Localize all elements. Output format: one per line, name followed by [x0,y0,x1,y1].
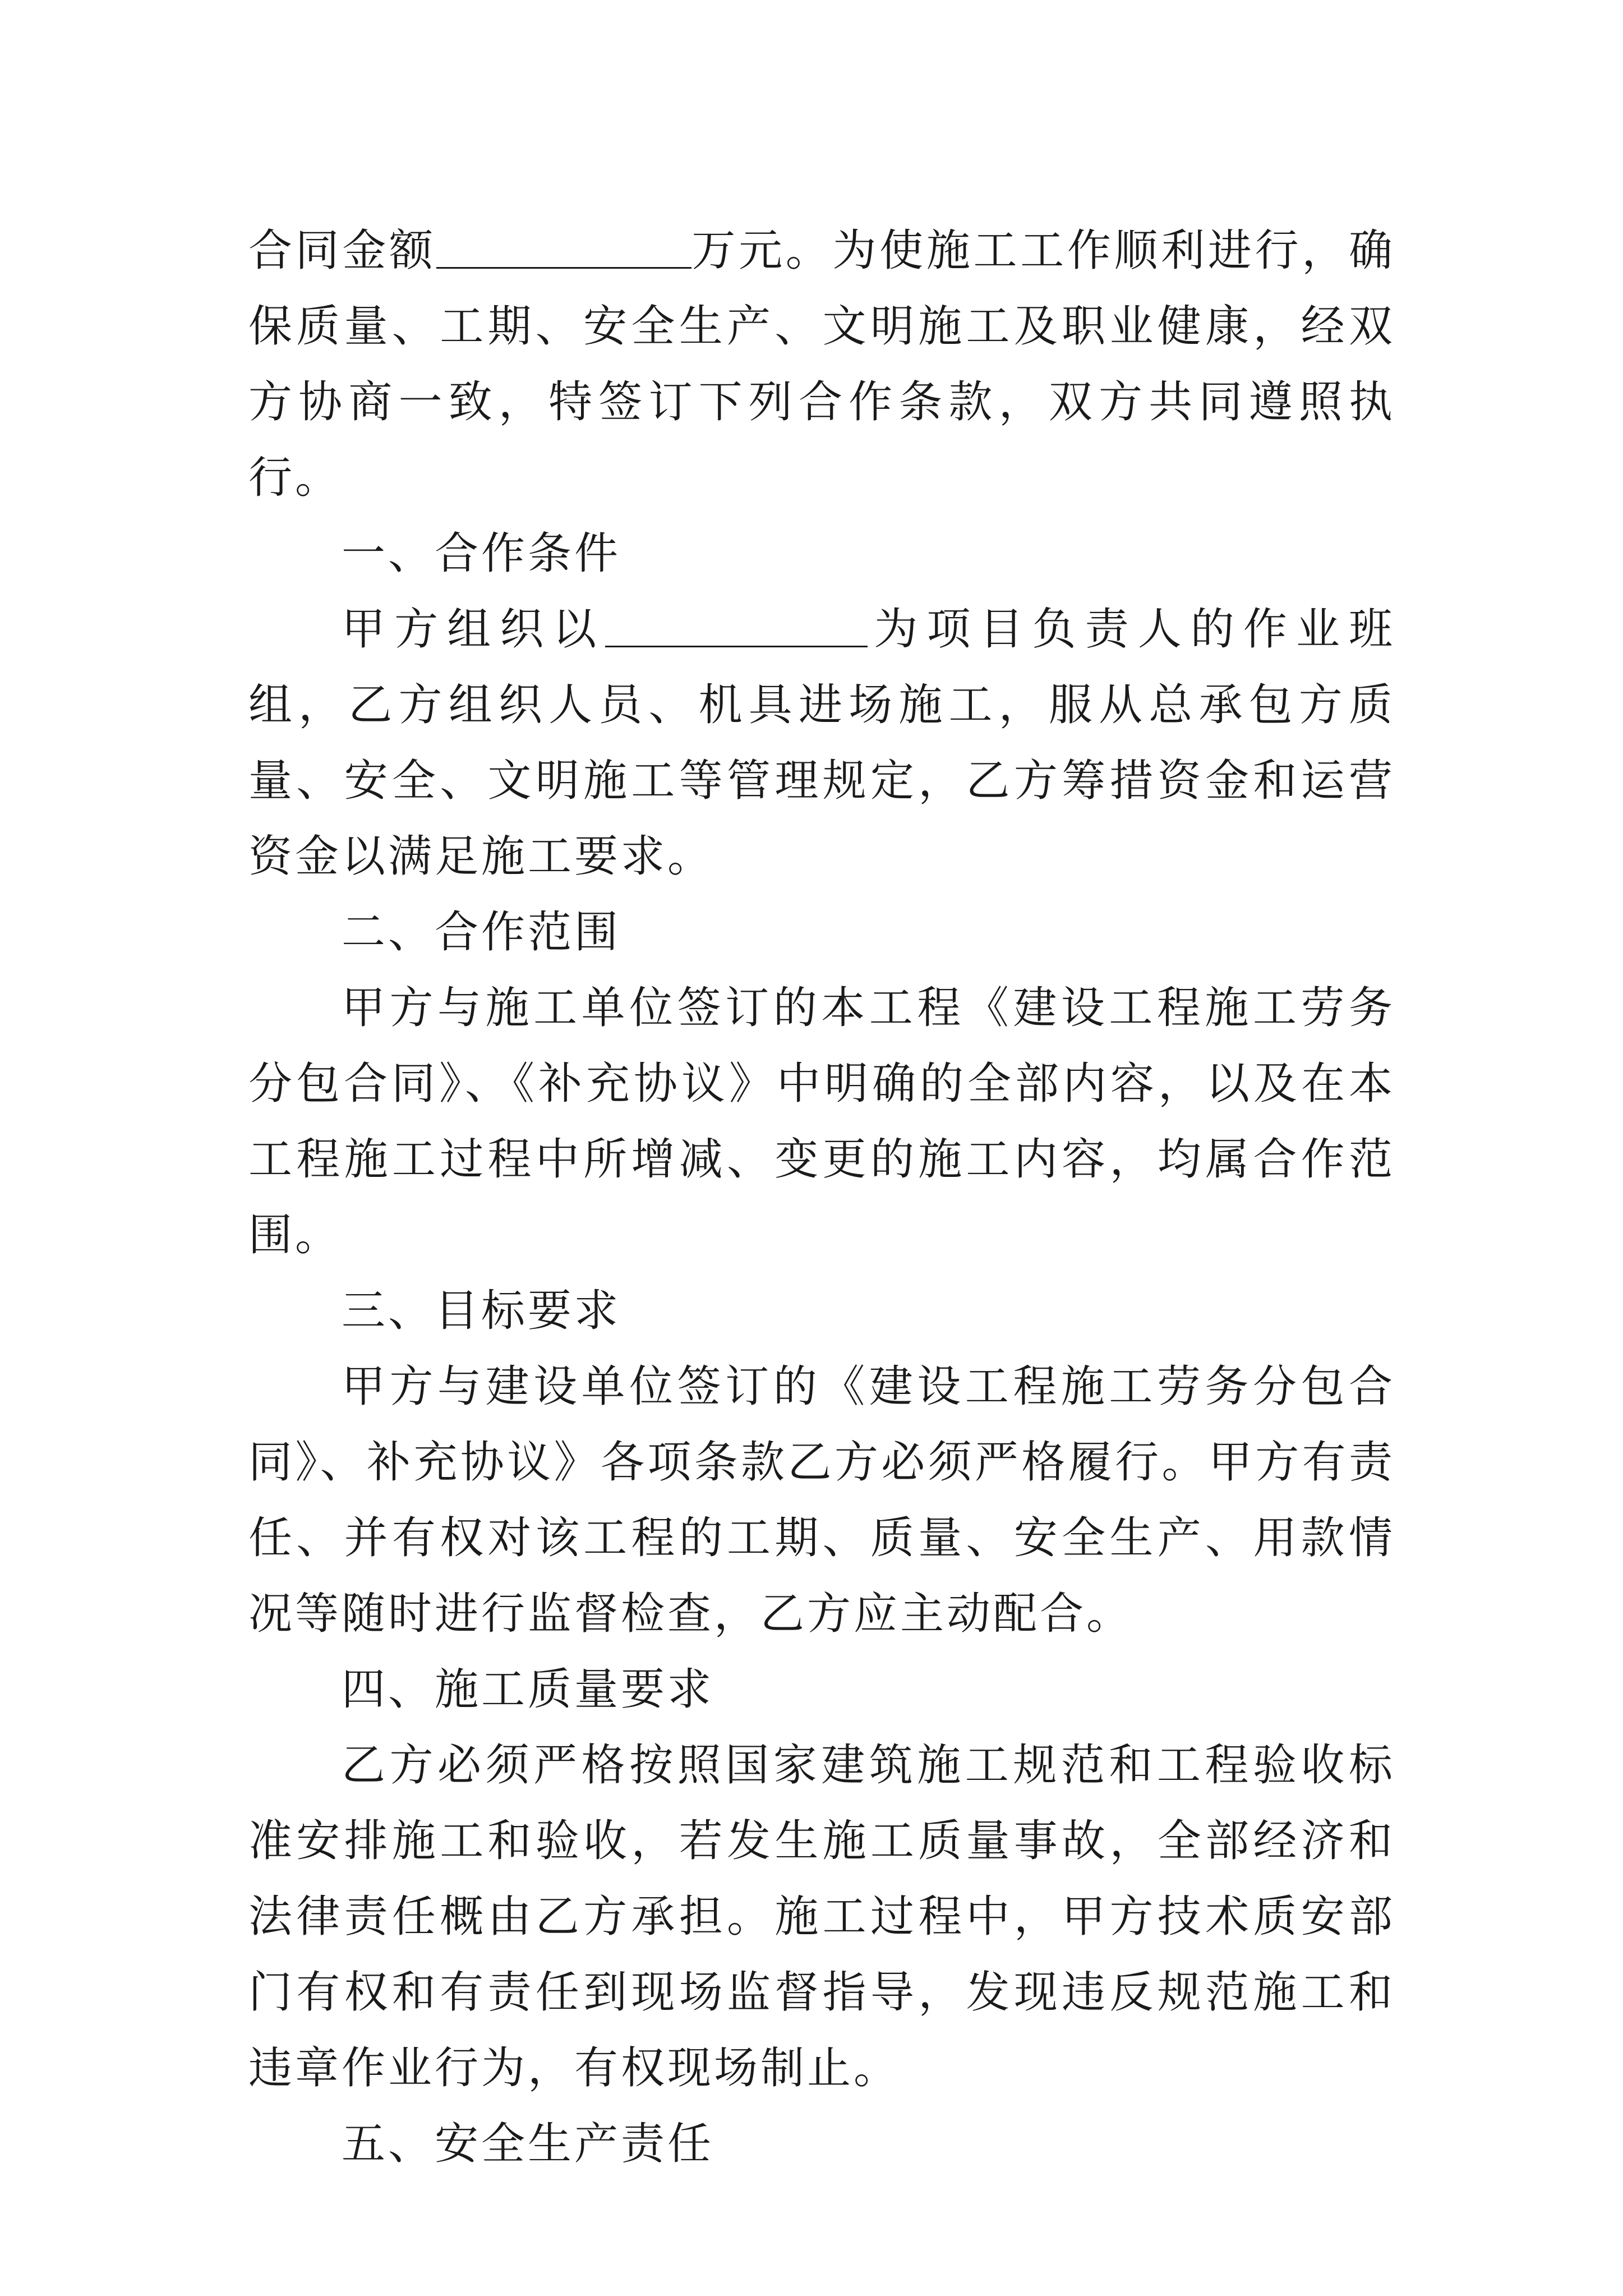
section-1-paragraph [248,592,1395,895]
section-1-heading: 一、合作条件 [342,528,621,579]
intro-text: 万元。为使施工工作顺利进行，确保质量、工期、安全生产、文明施工及职业健康，经双方协商一致，特签订下列合作条款，双方共同遵照执行。 [248,226,1395,503]
section-1-prefix: 甲方组织以 [342,604,606,655]
intro-paragraph [248,213,1395,516]
section-5-heading: 五、安全生产责任 [342,2119,714,2169]
section-2-heading: 二、合作范围 [342,907,621,958]
section-4-paragraph: 乙方必须严格按照国家建筑施工规范和工程验收标准安排施工和验收，若发生施工质量事故，全部经济和法律责任概由乙方承担。施工过程中，甲方技术质安部门有权和有责任到现场监督指导，发现违反规范施工和违章作业行为，有权现场制止。 [248,1740,1395,2093]
contract-amount-blank [436,228,691,269]
section-3-heading: 三、目标要求 [342,1286,621,1336]
project-leader-blank [605,606,868,647]
section-4-heading: 四、施工质量要求 [342,1664,714,1715]
document-body [248,213,1395,2182]
contract-amount-label: 合同金额 [248,226,436,276]
section-1-text: 为项目负责人的作业班组，乙方组织人员、机具进场施工，服从总承包方质量、安全、文明施工等管理规定，乙方筹措资金和运营资金以满足施工要求。 [248,604,1395,882]
section-2-paragraph: 甲方与施工单位签订的本工程《建设工程施工劳务分包合同》、《补充协议》中明确的全部内容，以及在本工程施工过程中所增减、变更的施工内容，均属合作范围。 [248,983,1395,1260]
section-3-paragraph: 甲方与建设单位签订的《建设工程施工劳务分包合同》、补充协议》各项条款乙方必须严格履行。甲方有责任、并有权对该工程的工期、质量、安全生产、用款情况等随时进行监督检查，乙方应主动配合。 [248,1361,1395,1639]
